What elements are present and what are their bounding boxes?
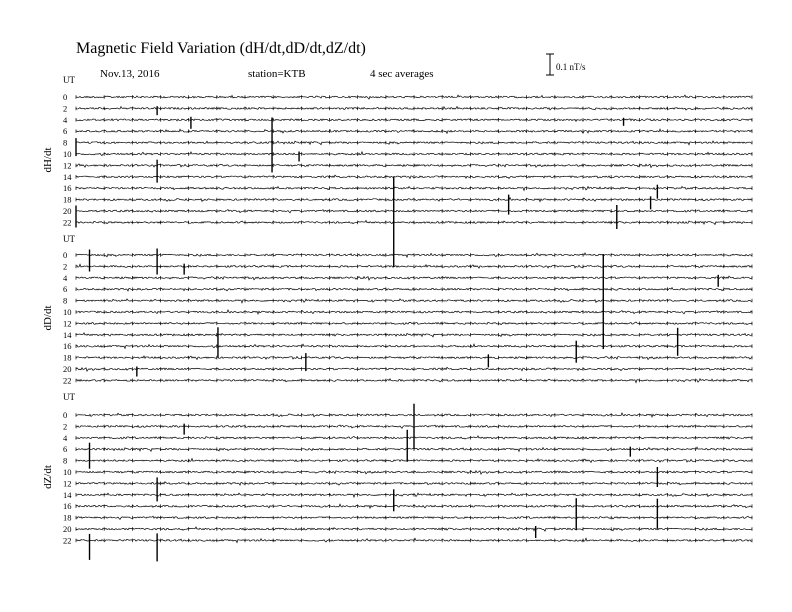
row-hour-label: 4 bbox=[63, 432, 68, 443]
row-hour-label: 6 bbox=[63, 284, 68, 295]
row-hour-label: 10 bbox=[63, 149, 72, 159]
panel-2 bbox=[42, 392, 752, 561]
row-hour-label: 4 bbox=[63, 114, 68, 125]
row-hour-label: 6 bbox=[63, 444, 68, 455]
row-hour-label: 12 bbox=[63, 318, 72, 329]
row-hour-label: 12 bbox=[63, 160, 72, 171]
component-label: dH/dt bbox=[42, 147, 54, 173]
station-label: station=KTB bbox=[248, 68, 306, 80]
row-hour-label: 22 bbox=[63, 217, 72, 228]
row-hour-label: 2 bbox=[63, 261, 68, 272]
component-label: dZ/dt bbox=[42, 465, 54, 489]
averaging-label: 4 sec averages bbox=[370, 68, 434, 80]
row-hour-label: 16 bbox=[63, 341, 72, 352]
date-label: Nov.13, 2016 bbox=[100, 68, 160, 80]
row-hour-label: 2 bbox=[63, 421, 68, 432]
row-hour-label: 6 bbox=[63, 126, 68, 137]
row-hour-label: 14 bbox=[63, 489, 72, 500]
row-hour-label: 14 bbox=[63, 329, 72, 340]
row-hour-label: 20 bbox=[63, 364, 72, 374]
row-hour-label: 22 bbox=[63, 375, 72, 386]
row-hour-label: 8 bbox=[63, 455, 68, 466]
panels bbox=[42, 75, 752, 561]
row-hour-label: 0 bbox=[63, 250, 68, 260]
time-axis-label: UT bbox=[63, 392, 75, 402]
row-hour-label: 8 bbox=[63, 137, 68, 148]
panel-1 bbox=[42, 234, 752, 385]
component-label: dD/dt bbox=[42, 305, 54, 331]
row-hour-label: 16 bbox=[63, 501, 72, 512]
row-hour-label: 20 bbox=[63, 206, 72, 216]
time-axis-label: UT bbox=[63, 234, 75, 244]
row-hour-label: 8 bbox=[63, 295, 68, 306]
row-hour-label: 2 bbox=[63, 103, 68, 114]
row-hour-label: 18 bbox=[63, 194, 72, 205]
row-hour-label: 18 bbox=[63, 512, 72, 523]
row-hour-label: 10 bbox=[63, 307, 72, 317]
scale-bar bbox=[546, 54, 586, 75]
row-hour-label: 4 bbox=[63, 272, 68, 283]
chart-title: Magnetic Field Variation (dH/dt,dD/dt,dZ/dt) bbox=[76, 40, 366, 57]
row-hour-label: 22 bbox=[63, 535, 72, 546]
row-hour-label: 12 bbox=[63, 478, 72, 489]
scale-bar-label: 0.1 nT/s bbox=[556, 62, 586, 72]
row-hour-label: 18 bbox=[63, 352, 72, 363]
row-hour-label: 0 bbox=[63, 410, 68, 420]
row-hour-label: 16 bbox=[63, 183, 72, 194]
time-axis-label: UT bbox=[63, 75, 75, 85]
row-hour-label: 14 bbox=[63, 171, 72, 182]
row-hour-label: 0 bbox=[63, 92, 68, 102]
row-hour-label: 20 bbox=[63, 524, 72, 534]
panel-0 bbox=[42, 75, 752, 267]
row-hour-label: 10 bbox=[63, 467, 72, 477]
